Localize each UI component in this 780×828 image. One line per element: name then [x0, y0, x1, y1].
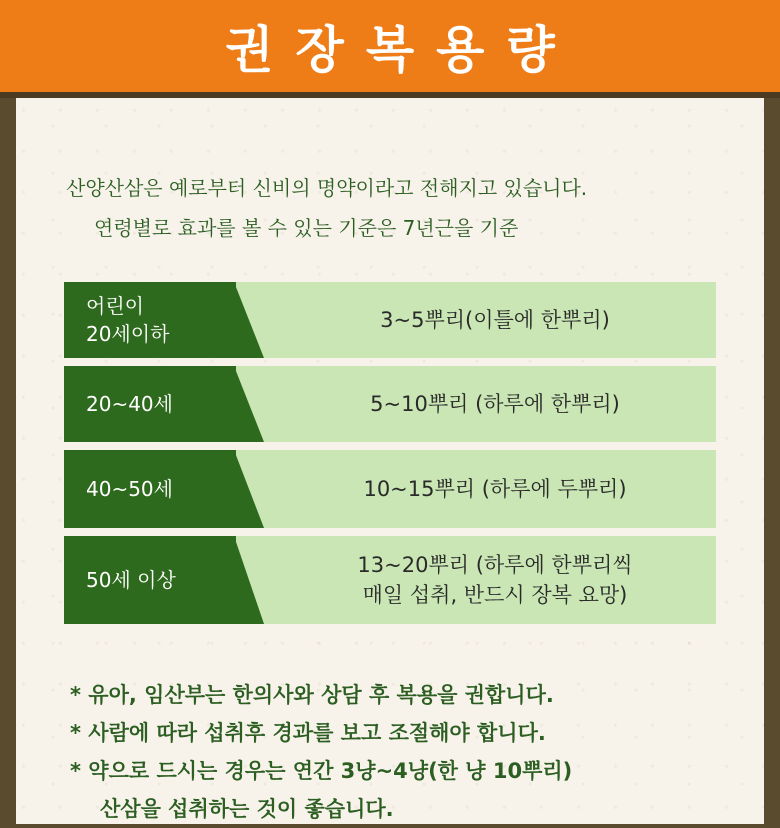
dosage-value-cell: [274, 282, 716, 358]
age-label-line-1: 40~50세: [86, 477, 173, 501]
dosage-table: [64, 282, 716, 632]
dosage-value-cell: [274, 366, 716, 442]
dosage-value-line-2: 매일 섭취, 반드시 장복 요망): [362, 583, 628, 607]
dosage-value-line-1: 3~5뿌리(이틀에 한뿌리): [380, 308, 610, 332]
intro-line-1: 산양산삼은 예로부터 신비의 명약이라고 전해지고 있습니다.: [66, 176, 588, 200]
dosage-row-20-40: [64, 366, 716, 442]
notes-list: [70, 676, 770, 828]
dosage-value-line-1: 13~20뿌리 (하루에 한뿌리씩: [357, 553, 633, 577]
age-label-line-2: 20세이하: [86, 322, 170, 346]
age-label-cell: [64, 366, 236, 442]
note-item: * 사람에 따라 섭취후 경과를 보고 조절해야 합니다.: [70, 721, 546, 745]
dosage-value-line-1: 5~10뿌리 (하루에 한뿌리): [370, 392, 620, 416]
note-item: * 약으로 드시는 경우는 연간 3냥~4냥(한 냥 10뿌리): [70, 759, 573, 783]
page-title: 권장복용량: [225, 21, 577, 79]
dosage-value-cell: [274, 450, 716, 528]
dosage-row-50-plus: [64, 536, 716, 624]
age-label-line-1: 50세 이상: [86, 568, 176, 592]
age-label-line-1: 어린이: [86, 294, 144, 318]
age-label-cell: [64, 450, 236, 528]
page-header: [0, 0, 780, 92]
dosage-row-child: [64, 282, 716, 358]
dosage-row-40-50: [64, 450, 716, 528]
dosage-value-cell: [274, 536, 716, 624]
intro-line-2: 연령별로 효과를 볼 수 있는 기준은 7년근을 기준: [94, 216, 519, 240]
age-label-cell: [64, 282, 236, 358]
intro-text: [66, 168, 746, 248]
dosage-value-line-1: 10~15뿌리 (하루에 두뿌리): [363, 477, 627, 501]
note-item-continued: 산삼을 섭취하는 것이 좋습니다.: [100, 797, 394, 821]
note-item: * 유아, 임산부는 한의사와 상담 후 복용을 권합니다.: [70, 683, 554, 707]
age-label-line-1: 20~40세: [86, 392, 173, 416]
age-label-cell: [64, 536, 236, 624]
